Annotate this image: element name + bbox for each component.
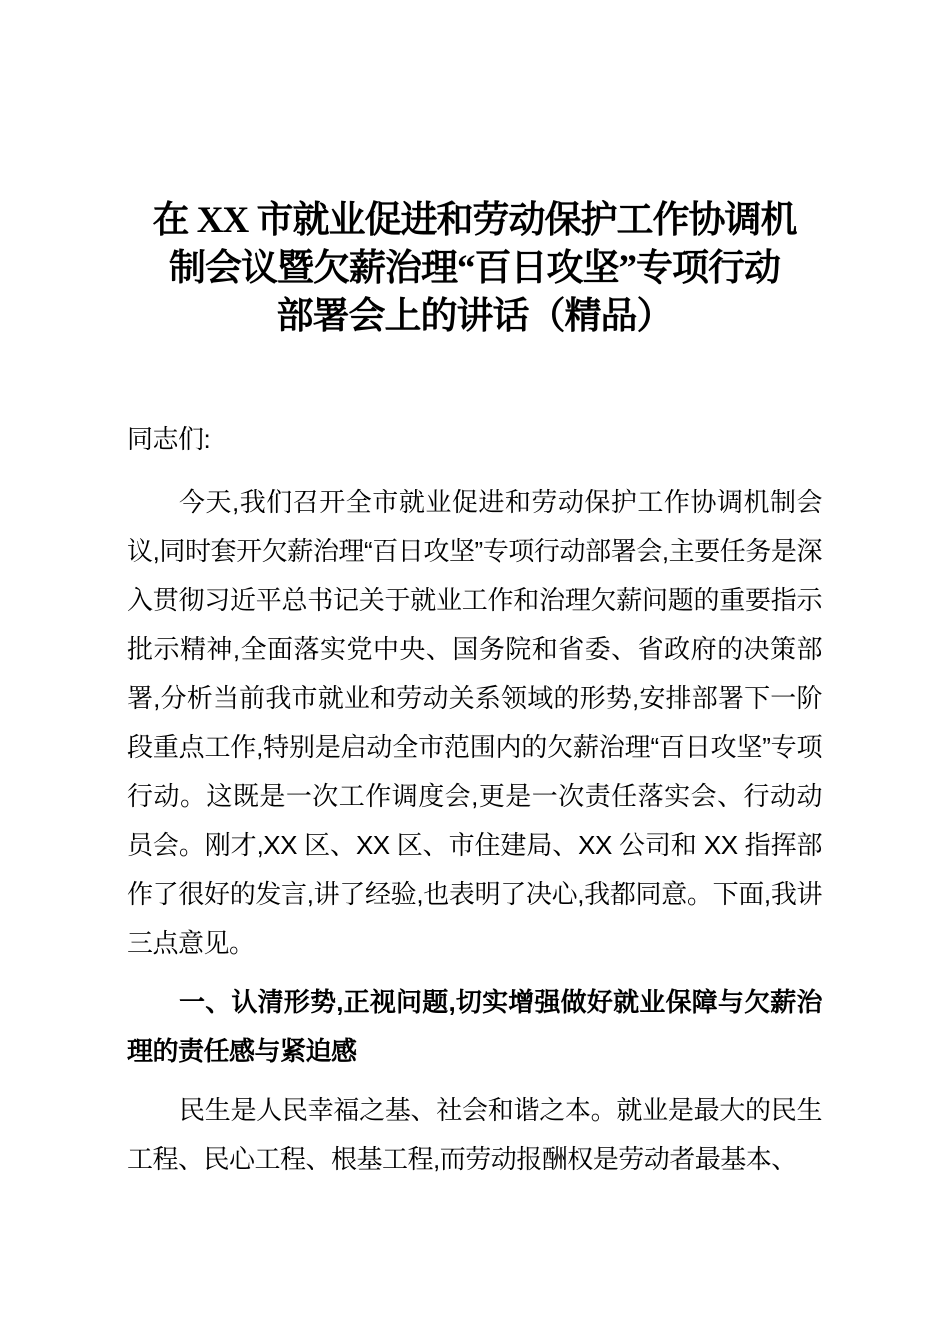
document-title [127, 197, 822, 341]
title-line-2: 制会议暨欠薪治理“百日攻坚”专项行动 [169, 248, 780, 289]
title-line-3: 部署会上的讲话（精品） [276, 296, 673, 337]
title-line-1: 在 XX 市就业促进和劳动保护工作协调机 [152, 200, 797, 241]
paragraph-intro: 今天,我们召开全市就业促进和劳动保护工作协调机制会议,同时套开欠薪治理“百日攻坚”专项行动部署会,主要任务是深入贯彻习近平总书记关于就业工作和治理欠薪问题的重要指示批示精神,全面落实党中央、国务院和省委、省政府的决策部署,分析当前我市就业和劳动关系领域的形势,安排部署下一阶段重点工作,特别是启动全市范围内的欠薪治理“百日攻坚”专项行动。这既是一次工作调度会,更是一次责任落实会、行动动员会。刚才,XX 区、XX 区、市住建局、XX 公司和 XX 指挥部作了很好的发言,讲了经验,也表明了决心,我都同意。下面,我讲三点意见。 [127, 487, 822, 958]
section-heading-1: 一、认清形势,正视问题,切实增强做好就业保障与欠薪治理的责任感与紧迫感 [127, 987, 822, 1066]
salutation: 同志们: [127, 424, 211, 454]
paragraph-minsheng: 民生是人民幸福之基、社会和谐之本。就业是最大的民生工程、民心工程、根基工程,而劳动报酬权是劳动者最基本、 [127, 1095, 822, 1174]
